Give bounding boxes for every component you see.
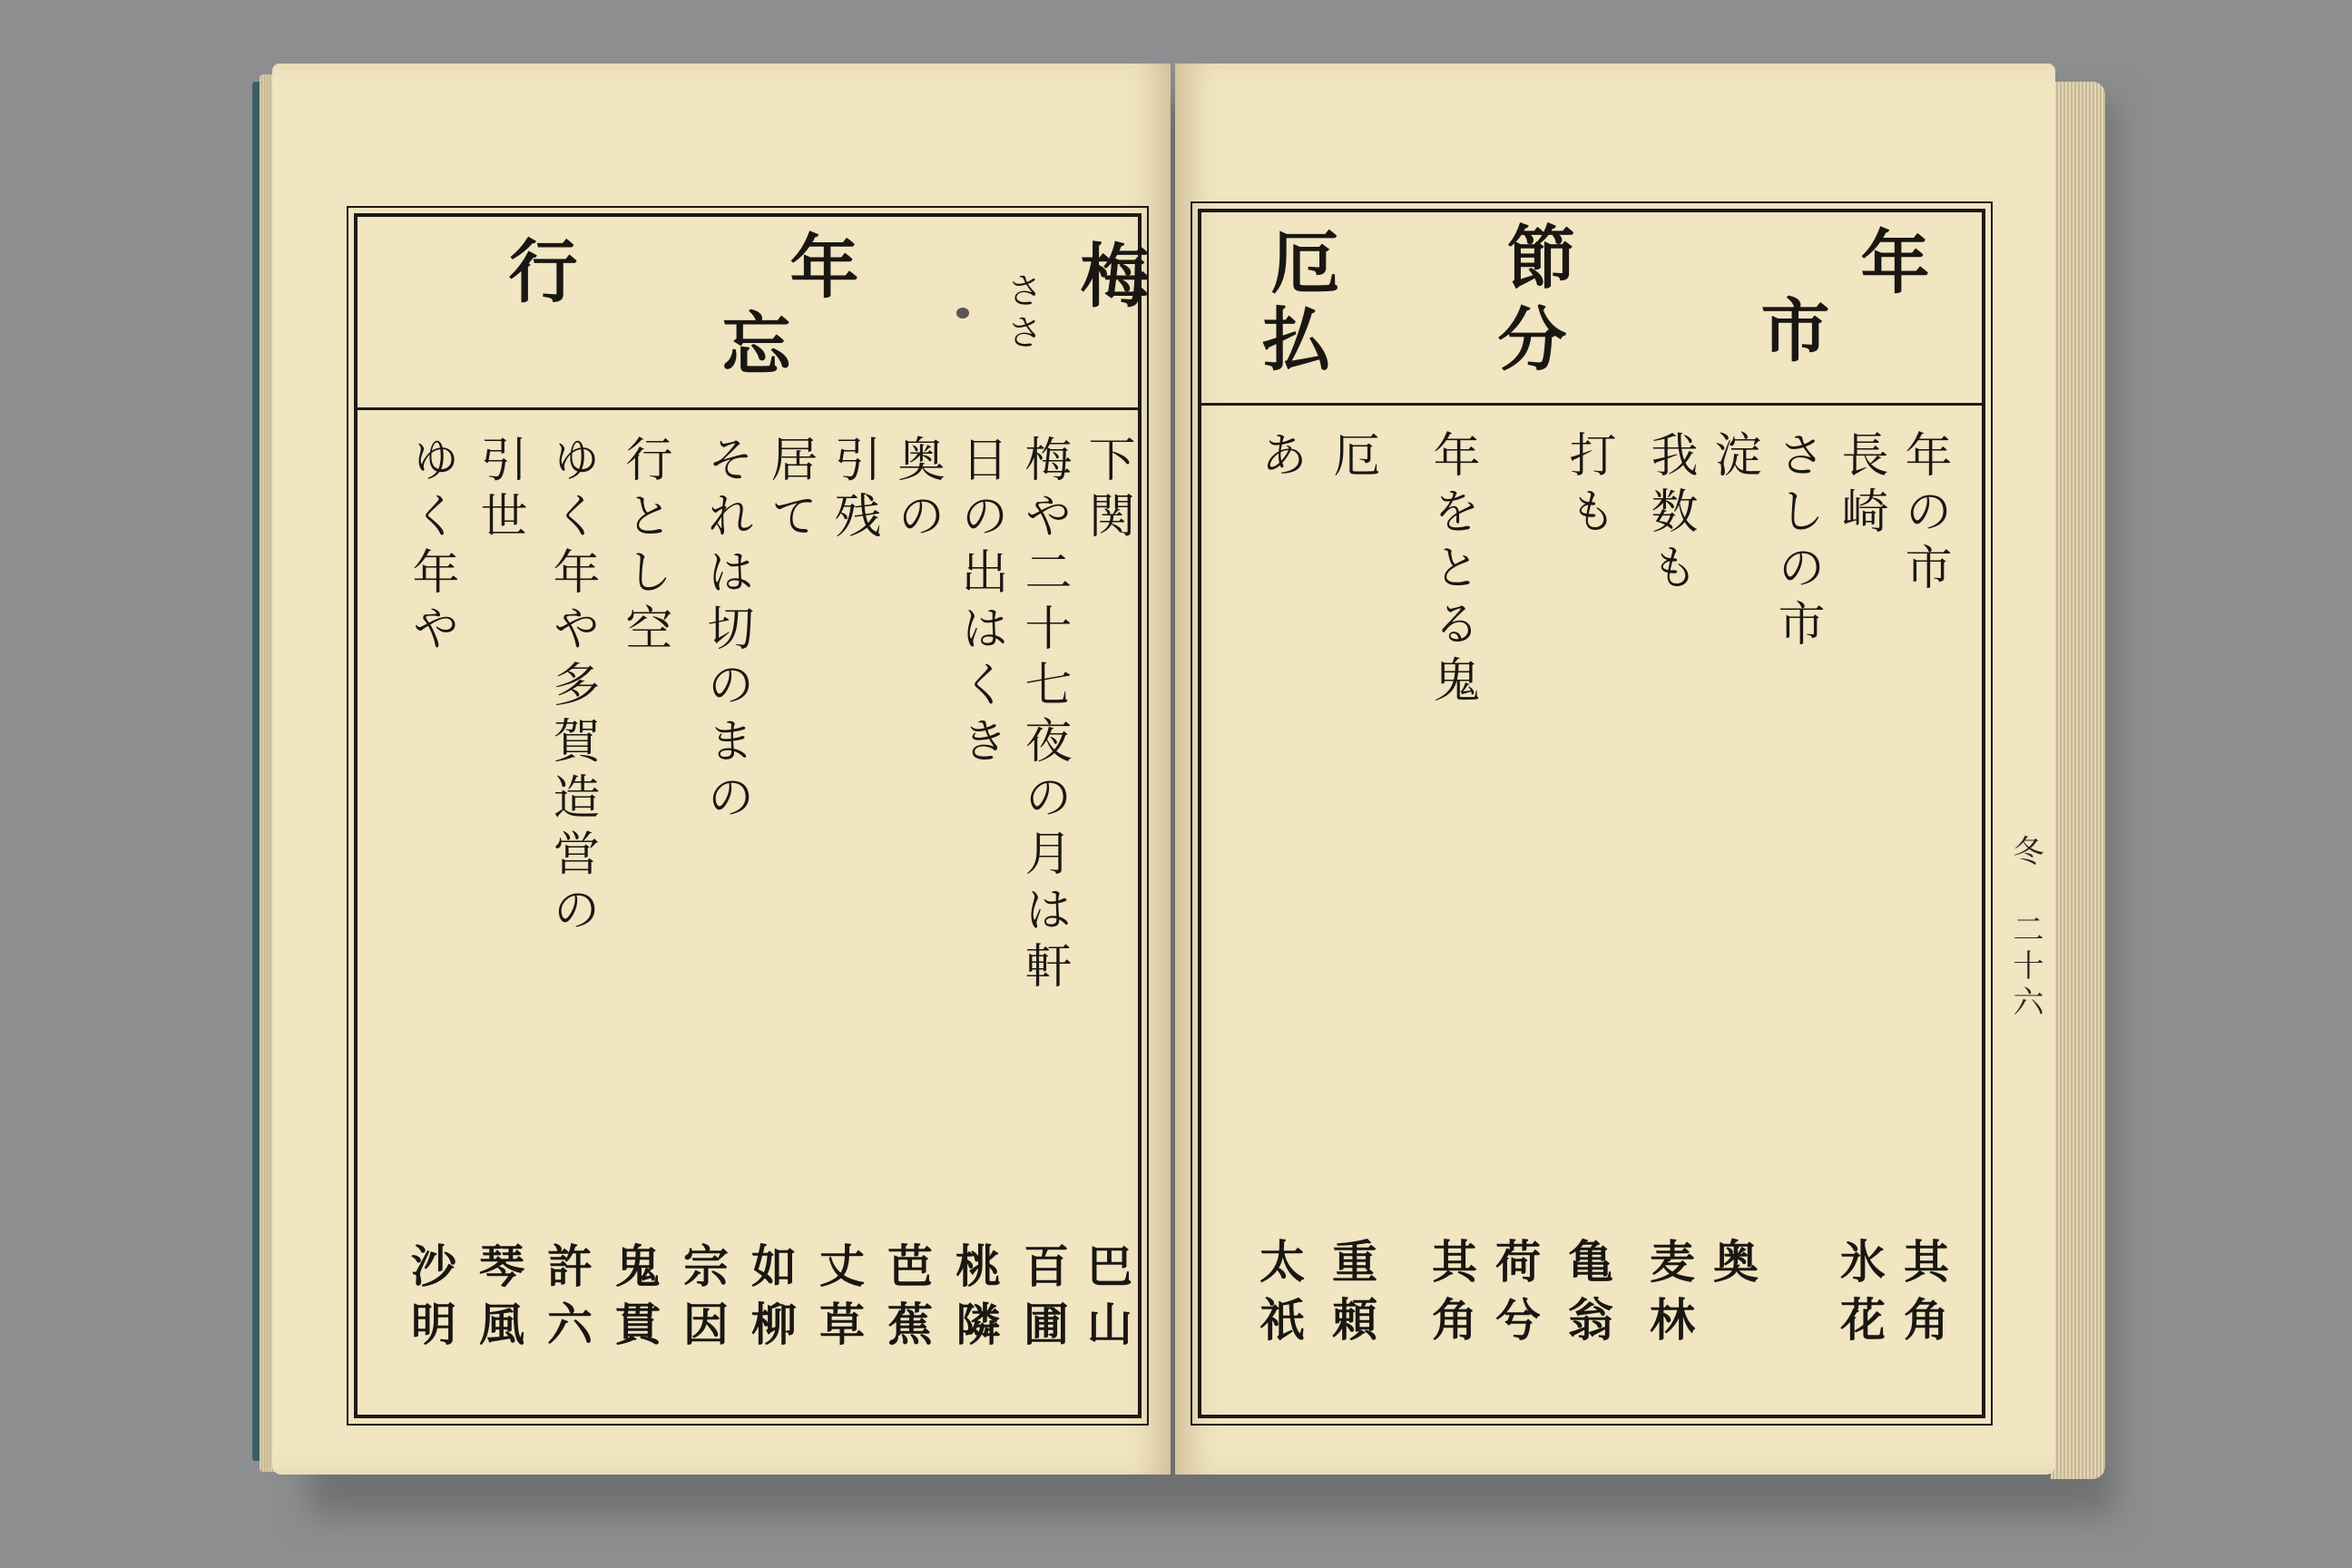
verse: 引残 xyxy=(826,435,880,547)
verse: あ xyxy=(1252,430,1307,486)
header-title-1: 梅 xyxy=(1069,240,1150,314)
verse: 年をとる鬼 xyxy=(1425,430,1479,711)
author-name: 其角 xyxy=(1896,1238,1950,1354)
author-name: 丈草 xyxy=(812,1242,866,1358)
author-name: 琴風 xyxy=(472,1242,525,1358)
right-header xyxy=(1201,212,1982,406)
author-name: 如柳 xyxy=(744,1242,798,1358)
verse: 行とし空 xyxy=(617,435,671,660)
verse: それは切のまの xyxy=(699,435,753,828)
author-name: 桃隣 xyxy=(948,1242,1002,1358)
left-header xyxy=(358,217,1150,410)
header-title-1: 年 xyxy=(1849,226,1930,300)
header-title-3: 忘 xyxy=(710,308,791,382)
header-title-6: 払 xyxy=(1250,303,1331,377)
verse: 梅や二十七夜の月は軒 xyxy=(1016,435,1071,997)
verse: 日の出はくき xyxy=(953,435,1007,772)
right-text-frame xyxy=(1198,209,1985,1418)
verse: 打も xyxy=(1561,430,1615,543)
left-page xyxy=(272,64,1171,1475)
author-name: 鬼貫 xyxy=(608,1242,662,1358)
verse: 長崎 xyxy=(1833,430,1887,543)
verse: 年の市 xyxy=(1896,430,1951,599)
verse: 引世 xyxy=(472,435,526,547)
verse: 厄 xyxy=(1325,430,1379,486)
verse: 居て xyxy=(762,435,817,547)
author-name: 宗因 xyxy=(676,1242,730,1358)
header-title-4: 分 xyxy=(1486,303,1567,377)
right-page xyxy=(1175,64,2055,1475)
verse: 我数も xyxy=(1642,430,1697,599)
author-name: 荷兮 xyxy=(1488,1238,1542,1354)
header-title-3: 節 xyxy=(1495,221,1576,296)
header-title-2: 年 xyxy=(779,230,859,305)
author-name: 麦林 xyxy=(1642,1238,1696,1354)
verse: 淀 xyxy=(1706,430,1760,486)
verse: 下関 xyxy=(1080,435,1134,547)
author-name: 其角 xyxy=(1425,1238,1478,1354)
folio-number: 冬 二十六 xyxy=(2007,835,2043,1022)
author-name: 百圃 xyxy=(1016,1242,1070,1358)
verse: 奥の xyxy=(889,435,944,547)
page-edges-right xyxy=(2051,82,2105,1479)
author-name: 沙明 xyxy=(404,1242,457,1358)
header-title-2: 市 xyxy=(1749,294,1830,368)
verse: ゆく年や xyxy=(404,435,458,660)
author-name: 太祇 xyxy=(1252,1238,1306,1354)
verse: ゆく年や多賀造営の xyxy=(544,435,599,941)
header-small-text: ささ xyxy=(1001,271,1043,355)
verse: さしの市 xyxy=(1769,430,1824,655)
open-book xyxy=(272,64,2105,1488)
header-title-5: 厄 xyxy=(1259,226,1340,300)
left-text-frame xyxy=(354,213,1150,1418)
author-name: 許六 xyxy=(540,1242,593,1358)
author-name: 重頼 xyxy=(1325,1238,1378,1354)
header-title-4: 行 xyxy=(497,235,578,309)
author-name: 芭蕉 xyxy=(880,1242,934,1358)
author-name: 巴山 xyxy=(1080,1242,1133,1358)
ink-dot xyxy=(956,308,969,318)
author-name: 亀翁 xyxy=(1561,1238,1614,1354)
author-name: 奥 xyxy=(1706,1238,1759,1296)
author-name: 氷花 xyxy=(1833,1238,1886,1354)
